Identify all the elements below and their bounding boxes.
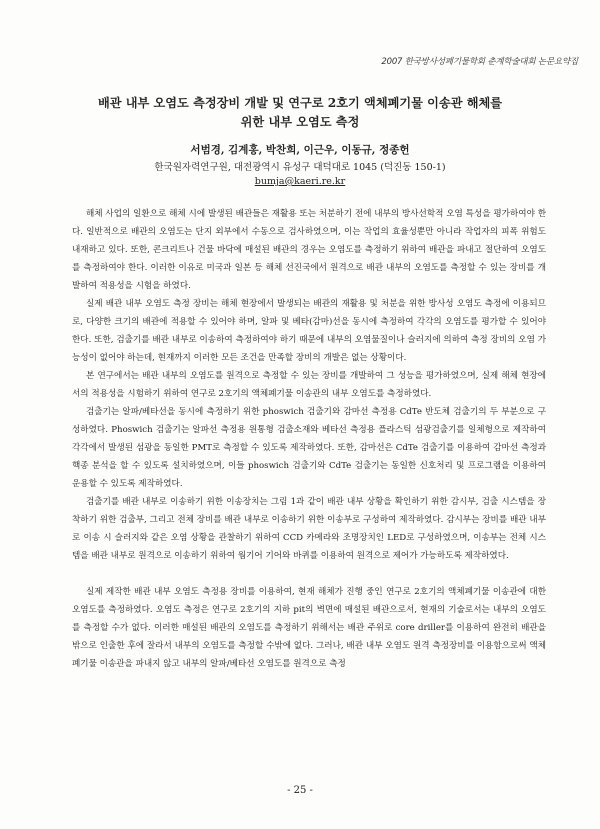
abstract-body xyxy=(72,205,546,673)
paragraph: 해체 사업의 일환으로 해체 시에 발생된 배관들은 재활용 또는 처분하기 전에 내부의 방사선학적 오염 특성을 평가하여야 한다. 일반적으로 배관의 오염도는 단지 외부에서 수동으로 검사하였으며, 이는 작업의 효율성뿐만 아니라 작업자의 피폭 위험도 내재하고 있다. 또한, 콘크리트나 건물 바닥에 매설된 배관의 경우는 오염도를 측정하기 위하여 배관을 파내고 절단하여 오염도를 측정하여야 한다. 이러한 이유로 미국과 일본 등 해체 선진국에서 원격으로 배관 내부의 오염도를 측정할 수 있는 장비를 개발하여 적용성을 시험을 하였다. xyxy=(72,209,546,291)
paragraph: 본 연구에서는 배관 내부의 오염도를 원격으로 측정할 수 있는 장비를 개발하여 그 성능을 평가하였으며, 실제 해체 현장에서의 적용성을 시험하기 위하여 연구로 2호기의 액체폐기물 이송관의 내부 오염도를 측정하였다. xyxy=(72,371,546,399)
title-line-2: 위한 내부 오염도 측정 xyxy=(240,115,360,129)
paragraph: 실제 제작한 배관 내부 오염도 측정용 장비를 이용하여, 현재 해체가 진행 중인 연구로 2호기의 액체폐기물 이송관에 대한 오염도를 측정하였다. 오염도 측정은 연구로 2호기의 지하 pit의 벽면에 매설된 배관으로서, 현재의 기술로서는 내부의 오염도를 측정할 수가 없다. 이러한 매설된 배관의 오염도를 측정하기 위해서는 배관 주위로 core driller를 이용하여 완전히 배관을 밖으로 인출한 후에 잘라서 내부의 오염도를 측정할 수밖에 없다. 그러나, 배관 내부 오염도 원격 측정장비를 이용함으로써 액체폐기물 이송관을 파내지 않고 내부의 알파/베타선 오염도를 원격으로 측정 xyxy=(72,587,546,669)
page-number: - 25 - xyxy=(287,785,313,796)
paragraph: 검출기를 배관 내부로 이송하기 위한 이송장치는 그림 1과 같이 배관 내부 상황을 확인하기 위한 감시부, 검출 시스템을 장착하기 위한 검출부, 그리고 전체 장비를 배관 내부로 이송하기 위한 이송부로 구성하여 제작하였다. 감시부는 장비를 배관 내부로 이송 시 슬러지와 같은 오염 상황을 관찰하기 위하여 CCD 카메라와 조명장치인 LED로 구성하였으며, 이송부는 전체 시스템을 배관 내부로 원격으로 이송하기 위하여 웜기어 기어와 바퀴를 이용하여 원격으로 제어가 가능하도록 제작하였다. xyxy=(72,497,546,561)
authors: 서범경, 김계홍, 박찬희, 이근우, 이동규, 정종헌 xyxy=(190,144,410,156)
title-line-1: 배관 내부 오염도 측정장비 개발 및 연구로 2호기 액체폐기물 이송관 해체를 xyxy=(97,96,503,110)
running-header: 2007 한국방사성폐기물학회 춘계학술대회 논문요약집 xyxy=(381,57,578,67)
paragraph: 실제 배관 내부 오염도 측정 장비는 해체 현장에서 발생되는 배관의 재활용 및 처분을 위한 방사성 오염도 측정에 이용되므로, 다양한 크기의 배관에 적용할 수 있어야 하며, 알파 및 베타(감마)선을 동시에 측정하여 각각의 오염도를 평가할 수 있어야 한다. 또한, 검출기를 배관 내부로 이송하여 측정하여야 하기 때문에 내부의 오염물질이나 슬러지에 의하여 측정 장비의 오염 가능성이 없어야 하는데, 현재까지 이러한 모든 조건을 만족할 장비의 개발은 없는 상황이다. xyxy=(72,299,546,363)
affiliation: 한국원자력연구원, 대전광역시 유성구 대덕대로 1045 (덕진동 150-1) xyxy=(154,162,446,173)
paper-title xyxy=(40,94,560,132)
author-email: bumja@kaeri.re.kr xyxy=(254,176,346,187)
paragraph: 검출기는 알파/베타선을 동시에 측정하기 위한 phoswich 검출기와 감마선 측정용 CdTe 반도체 검출기의 두 부분으로 구성하였다. Phoswich 검출기는 알파선 측정용 원통형 검출소재와 베타선 측정용 플라스틱 섬광검출기를 일체형으로 제작하여 각각에서 발생된 섬광을 동일한 PMT로 측정할 수 있도록 제작하였다. 또한, 감마선은 CdTe 검출기를 이용하여 감마선 측정과 핵종 분석을 할 수 있도록 설치하였으며, 이들 phoswich 검출기와 CdTe 검출기는 동일한 신호처리 및 프로그램을 이용하여 운용할 수 있도록 제작하였다. xyxy=(72,407,546,489)
